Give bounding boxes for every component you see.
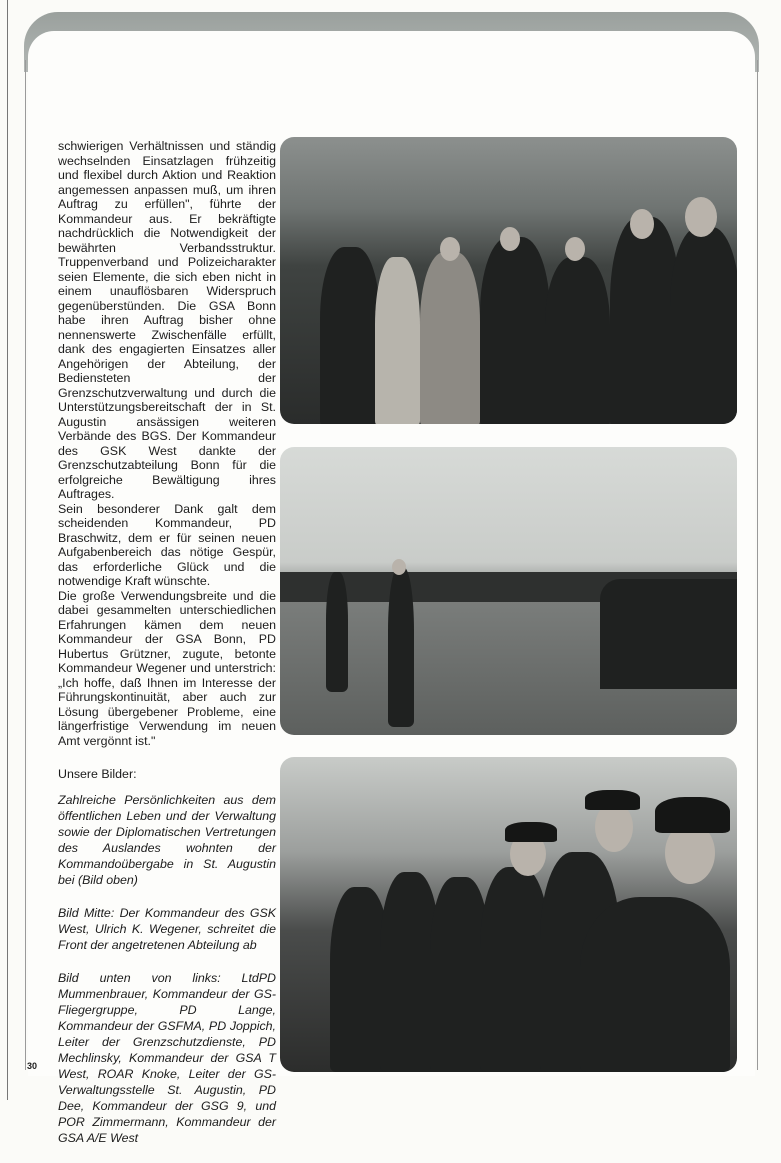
page-edge <box>7 0 8 1100</box>
frame-right-line <box>757 60 758 1070</box>
caption-top: Zahlreiche Persönlichkeiten aus dem öffentlichen Leben und der Verwaltung sowie der Diplomatischen Vertretungen des Auslandes wohnten der Kommandoübergabe in St. Augustin bei (Bild oben) <box>58 793 276 887</box>
captions-heading: Unsere Bilder: <box>58 767 137 781</box>
frame-left-line <box>25 60 26 1070</box>
article-body <box>58 139 276 748</box>
paragraph: Sein besonderer Dank galt dem scheidenden Kommandeur, PD Braschwitz, dem er für seinen neuen Aufgabenbereich das nötige Gespür, das erforderliche Glück und die notwendige Kraft wünschte. <box>58 501 276 588</box>
caption-middle: Bild Mitte: Der Kommandeur des GSK West, Ulrich K. Wegener, schreitet die Front der angetretenen Abteilung ab <box>58 906 276 952</box>
caption-bottom: Bild unten von links: LtdPD Mummenbrauer, Kommandeur der GS-Fliegergruppe, PD Lange, Kommandeur der GSFMA, PD Joppich, Leiter der Grenzschutzdienste, PD Mechlinsky, Kommandeur der GSA T West, ROAR Knoke, Leiter der GS-Verwaltungsstelle St. Augustin, PD Dee, Kommandeur der GSG 9, und POR Zimmermann, Kommandeur der GSA A/E West <box>58 971 276 1145</box>
photo-middle-parade <box>280 447 737 735</box>
paragraph: schwierigen Verhältnissen und ständig wechselnden Einsatzlagen frühzeitig und flexibel durch Aktion und Reaktion angemessen anpassen muß, um ihren Auftrag zu erfüllen", führte der Kommandeur aus. Er bekräftigte nachdrücklich die Notwendigkeit der bewährten Verbandsstruktur. Truppenverband und Polizeicharakter seien Elemente, die sich eben nicht in einem unauflösbaren Widerspruch gegenüberstünden. Die GSA Bonn habe ihren Auftrag bisher ohne nennenswerte Zwischenfälle erfüllt, dank des engagierten Einsatzes aller Angehörigen der Abteilung, der Bediensteten der Grenzschutzverwaltung und durch die Unterstützungsbereitschaft der in St. Augustin ansässigen weiteren Verbände des BGS. Der Kommandeur des GSK West dankte der Grenzschutzabteilung Bonn für die erfolgreiche Bewältigung ihres Auftrages. <box>58 139 276 501</box>
page-number: 30 <box>27 1061 38 1071</box>
photo-bottom-officers <box>280 757 737 1072</box>
photo-captions <box>58 766 276 1163</box>
paragraph: Die große Verwendungsbreite und die dabei gesammelten unterschiedlichen Erfahrungen kämen dem neuen Kommandeur der GSA Bonn, PD Hubertus Grützner, zugute, betonte Kommandeur Wegener und unterstrich: „Ich hoffe, daß Ihnen im Interesse der Führungskontinuität, aber auch zur Lösung übergebener Probleme, eine längerfristige Verwendung im neuen Amt vergönnt ist." <box>58 588 276 748</box>
photo-top-guests <box>280 137 737 424</box>
